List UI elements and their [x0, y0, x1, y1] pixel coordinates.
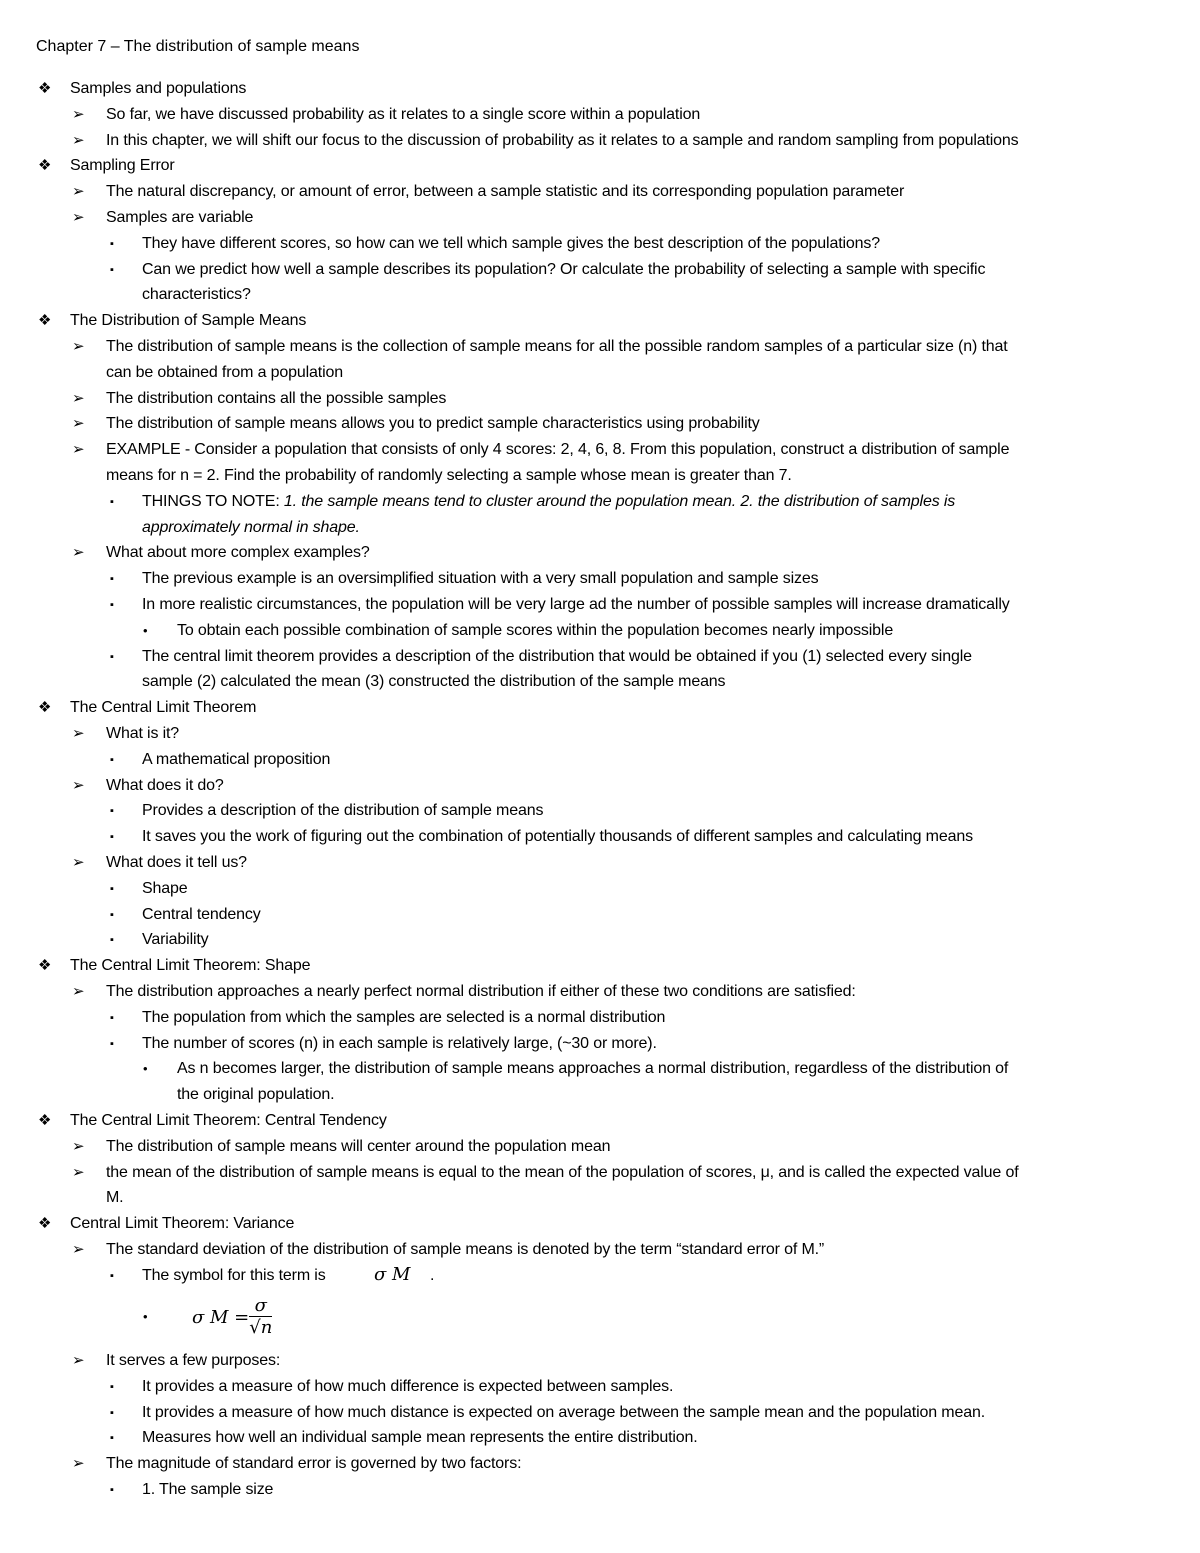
square-bullet-icon: ▪ — [110, 1011, 114, 1024]
list-item-text: Central Limit Theorem: Variance — [70, 1215, 295, 1233]
list-item — [106, 1239, 824, 1261]
list-item — [106, 852, 247, 874]
arrow-bullet-icon: ➢ — [72, 105, 85, 123]
list-item-text: means for n = 2. Find the probability of randomly selecting a sample whose mean is greater than 7. — [106, 467, 792, 484]
diamond-bullet-icon: ❖ — [38, 157, 52, 175]
list-item — [106, 362, 343, 384]
list-item-text: Sampling Error — [70, 157, 175, 175]
list-item-text: Shape — [142, 879, 188, 897]
list-item-text: The distribution of sample means allows you to predict sample characteristics using probability — [106, 415, 760, 433]
section-heading — [70, 155, 175, 177]
arrow-bullet-icon: ➢ — [72, 183, 85, 201]
list-item-text: The Central Limit Theorem: Central Tendency — [70, 1112, 387, 1129]
list-item — [106, 439, 1009, 461]
section-heading — [70, 955, 310, 977]
list-item-text: Samples and populations — [70, 80, 247, 97]
square-bullet-icon: ▪ — [110, 263, 114, 276]
list-item — [177, 1058, 1008, 1080]
list-item — [106, 104, 700, 126]
list-item — [177, 620, 893, 642]
list-item — [106, 1162, 1019, 1184]
list-item-text: It provides a measure of how much distance is expected on average between the sample mean and the population mean. — [142, 1403, 985, 1421]
arrow-bullet-icon: ➢ — [72, 854, 85, 871]
square-bullet-icon: ▪ — [110, 1406, 114, 1419]
arrow-bullet-icon: ➢ — [72, 1163, 85, 1181]
list-item — [142, 1427, 698, 1449]
list-item — [177, 1084, 334, 1106]
list-item-text: The distribution of sample means is the collection of sample means for all the possible random samples of a particular size (n) that — [106, 338, 1008, 355]
arrow-bullet-icon: ➢ — [72, 209, 85, 226]
list-item-text: M. — [106, 1189, 124, 1207]
square-bullet-icon: ▪ — [110, 1484, 114, 1496]
section-heading — [70, 697, 256, 719]
list-item — [106, 465, 792, 487]
list-item — [142, 259, 985, 281]
list-item-text: It saves you the work of figuring out the combination of potentially thousands of different samples and calculating means — [142, 828, 973, 846]
list-item — [106, 388, 446, 410]
list-item-text: A mathematical proposition — [142, 750, 331, 768]
list-item-text: The distribution of sample means will center around the population mean — [106, 1137, 611, 1155]
list-item-text: What does it do? — [106, 776, 224, 794]
list-item-text: Can we predict how well a sample describes its population? Or calculate the probability of selecting a sample with specific — [142, 260, 986, 278]
arrow-bullet-icon: ➢ — [72, 131, 85, 149]
square-bullet-icon: ▪ — [110, 882, 114, 895]
list-item — [106, 1350, 280, 1372]
list-item — [106, 723, 179, 745]
list-item-text: characteristics? — [142, 286, 251, 304]
arrow-bullet-icon: ➢ — [72, 415, 85, 433]
square-bullet-icon: ▪ — [110, 831, 114, 844]
list-item-text: They have different scores, so how can we tell which sample gives the best description of the populations? — [142, 234, 881, 252]
list-item — [142, 826, 973, 848]
square-bullet-icon: ▪ — [110, 908, 114, 921]
list-item-text: The number of scores (n) in each sample is relatively large, (~30 or more). — [142, 1034, 657, 1052]
m-symbol: M — [386, 1263, 411, 1285]
formula-numerator: σ — [249, 1296, 272, 1317]
list-item-text: What is it? — [106, 725, 180, 742]
formula-lhs: σ M = — [192, 1307, 250, 1328]
square-bullet-icon: ▪ — [110, 805, 114, 818]
list-item-text: The natural discrepancy, or amount of error, between a sample statistic and its corresponding population parameter — [106, 183, 905, 201]
square-bullet-icon: ▪ — [110, 753, 114, 766]
square-bullet-icon: ▪ — [110, 650, 114, 663]
list-item-text: What about more complex examples? — [106, 544, 370, 562]
list-item-text: Variability — [142, 931, 209, 949]
list-item — [106, 130, 1019, 152]
arrow-bullet-icon: ➢ — [72, 338, 85, 355]
list-item-text: can be obtained from a population — [106, 363, 344, 381]
list-item — [142, 517, 360, 539]
square-bullet-icon: ▪ — [110, 934, 114, 947]
list-item-text: The magnitude of standard error is governed by two factors: — [106, 1455, 522, 1473]
list-item-text: Samples are variable — [106, 209, 254, 226]
list-item — [142, 929, 209, 951]
list-item-text: Measures how well an individual sample mean represents the entire distribution. — [142, 1429, 698, 1447]
list-item-text: Central tendency — [142, 905, 261, 923]
square-bullet-icon: ▪ — [110, 1037, 114, 1050]
list-item — [142, 1376, 673, 1398]
list-item-text: What does it tell us? — [106, 854, 247, 871]
list-item-text: The Central Limit Theorem — [70, 699, 257, 717]
square-bullet-icon: ▪ — [110, 1432, 114, 1445]
list-item — [142, 1033, 657, 1055]
list-item — [142, 878, 188, 900]
list-item — [142, 1007, 665, 1029]
list-item-text: The distribution approaches a nearly perfect normal distribution if either of these two conditions are satisfied: — [106, 983, 856, 1000]
list-item-text: The standard deviation of the distribution of sample means is denoted by the term “standard error of M.” — [106, 1241, 825, 1258]
standard-error-formula — [192, 1296, 272, 1339]
list-item — [106, 336, 1008, 358]
list-item — [142, 1479, 273, 1501]
list-item-text: In this chapter, we will shift our focus to the discussion of probability as it relates to a sample and random sampling from populations — [106, 131, 1019, 149]
list-item — [106, 542, 370, 564]
arrow-bullet-icon: ➢ — [72, 1137, 85, 1155]
square-bullet-icon: ▪ — [110, 1269, 114, 1282]
list-item — [142, 491, 955, 513]
list-item-text: the mean of the distribution of sample means is equal to the mean of the population of scores, μ, and is called the expected value of — [106, 1163, 1019, 1181]
list-item-text: The central limit theorem provides a description of the distribution that would be obtained if you (1) selected every single — [142, 647, 972, 665]
list-item-text: It serves a few purposes: — [106, 1352, 281, 1369]
list-item — [106, 1187, 123, 1209]
formula-fraction — [249, 1296, 272, 1339]
formula-denominator: √n — [249, 1317, 273, 1338]
list-item — [142, 646, 972, 668]
square-bullet-icon: ▪ — [110, 237, 114, 250]
arrow-bullet-icon: ➢ — [72, 544, 85, 562]
list-item-text: To obtain each possible combination of sample scores within the population becomes nearly impossible — [177, 621, 894, 639]
diamond-bullet-icon: ❖ — [38, 80, 52, 97]
list-item — [142, 800, 543, 822]
list-item-italic-text: approximately normal in shape. — [142, 518, 360, 536]
arrow-bullet-icon: ➢ — [72, 725, 85, 742]
sigma-symbol: σ — [374, 1263, 387, 1285]
dot-bullet-icon: • — [143, 1061, 148, 1077]
list-item — [106, 207, 253, 229]
arrow-bullet-icon: ➢ — [72, 1352, 85, 1369]
diamond-bullet-icon: ❖ — [38, 1215, 52, 1233]
arrow-bullet-icon: ➢ — [72, 441, 85, 459]
page-title: Chapter 7 – The distribution of sample means — [36, 38, 360, 55]
symbol-period: . — [430, 1266, 435, 1284]
list-item-text: Provides a description of the distribution of sample means — [142, 802, 544, 820]
list-item — [142, 594, 1010, 616]
section-heading — [70, 310, 306, 332]
list-item — [106, 1453, 521, 1475]
list-item — [142, 568, 818, 590]
list-item-italic-text: 1. the sample means tend to cluster around the population mean. 2. the distribution of samples is — [283, 492, 956, 510]
square-bullet-icon: ▪ — [110, 1380, 114, 1393]
list-item — [142, 233, 880, 255]
arrow-bullet-icon: ➢ — [72, 776, 85, 794]
list-item-text: The previous example is an oversimplified situation with a very small population and sample sizes — [142, 570, 819, 588]
square-bullet-icon: ▪ — [110, 573, 114, 586]
arrow-bullet-icon: ➢ — [72, 1455, 85, 1473]
list-item-text: the original population. — [177, 1086, 335, 1104]
list-item — [142, 1402, 985, 1424]
section-heading — [70, 1213, 294, 1235]
standard-error-symbol — [374, 1264, 410, 1285]
list-item — [106, 413, 760, 435]
list-item — [142, 904, 261, 926]
list-item-text: The symbol for this term is — [142, 1266, 326, 1284]
diamond-bullet-icon: ❖ — [38, 1112, 52, 1129]
list-item — [142, 284, 251, 306]
list-item-text: The distribution contains all the possible samples — [106, 389, 447, 407]
square-bullet-icon: ▪ — [110, 599, 114, 611]
list-item — [142, 671, 725, 693]
list-item-text: THINGS TO NOTE: — [142, 492, 284, 510]
list-item-text: The Central Limit Theorem: Shape — [70, 957, 311, 975]
list-item-text: The population from which the samples are selected is a normal distribution — [142, 1008, 666, 1026]
arrow-bullet-icon: ➢ — [72, 389, 85, 407]
square-bullet-icon: ▪ — [110, 495, 114, 508]
list-item — [142, 1265, 326, 1287]
list-item — [142, 749, 330, 771]
diamond-bullet-icon: ❖ — [38, 312, 52, 330]
arrow-bullet-icon: ➢ — [72, 1241, 85, 1258]
list-item-text: In more realistic circumstances, the population will be very large ad the number of possible samples will increase dramatically — [142, 596, 1010, 613]
list-item-text: It provides a measure of how much difference is expected between samples. — [142, 1377, 674, 1395]
list-item — [106, 981, 856, 1003]
section-heading — [70, 78, 246, 100]
diamond-bullet-icon: ❖ — [38, 699, 52, 717]
diamond-bullet-icon: ❖ — [38, 957, 52, 975]
dot-bullet-icon: • — [143, 622, 148, 638]
list-item-text: As n becomes larger, the distribution of sample means approaches a normal distribution, regardless of the distribution of — [177, 1060, 1009, 1078]
list-item — [106, 775, 224, 797]
list-item-text: sample (2) calculated the mean (3) constructed the distribution of the sample means — [142, 673, 726, 691]
arrow-bullet-icon: ➢ — [72, 983, 85, 1000]
list-item-text: EXAMPLE - Consider a population that consists of only 4 scores: 2, 4, 6, 8. From this population, construct a distribution of sample — [106, 441, 1010, 459]
section-heading — [70, 1110, 387, 1132]
list-item-text: The Distribution of Sample Means — [70, 312, 307, 330]
list-item — [106, 181, 904, 203]
list-item-text: 1. The sample size — [142, 1481, 274, 1498]
list-item-text: So far, we have discussed probability as it relates to a single score within a population — [106, 105, 701, 123]
dot-bullet-icon: • — [143, 1309, 148, 1324]
list-item — [106, 1136, 610, 1158]
